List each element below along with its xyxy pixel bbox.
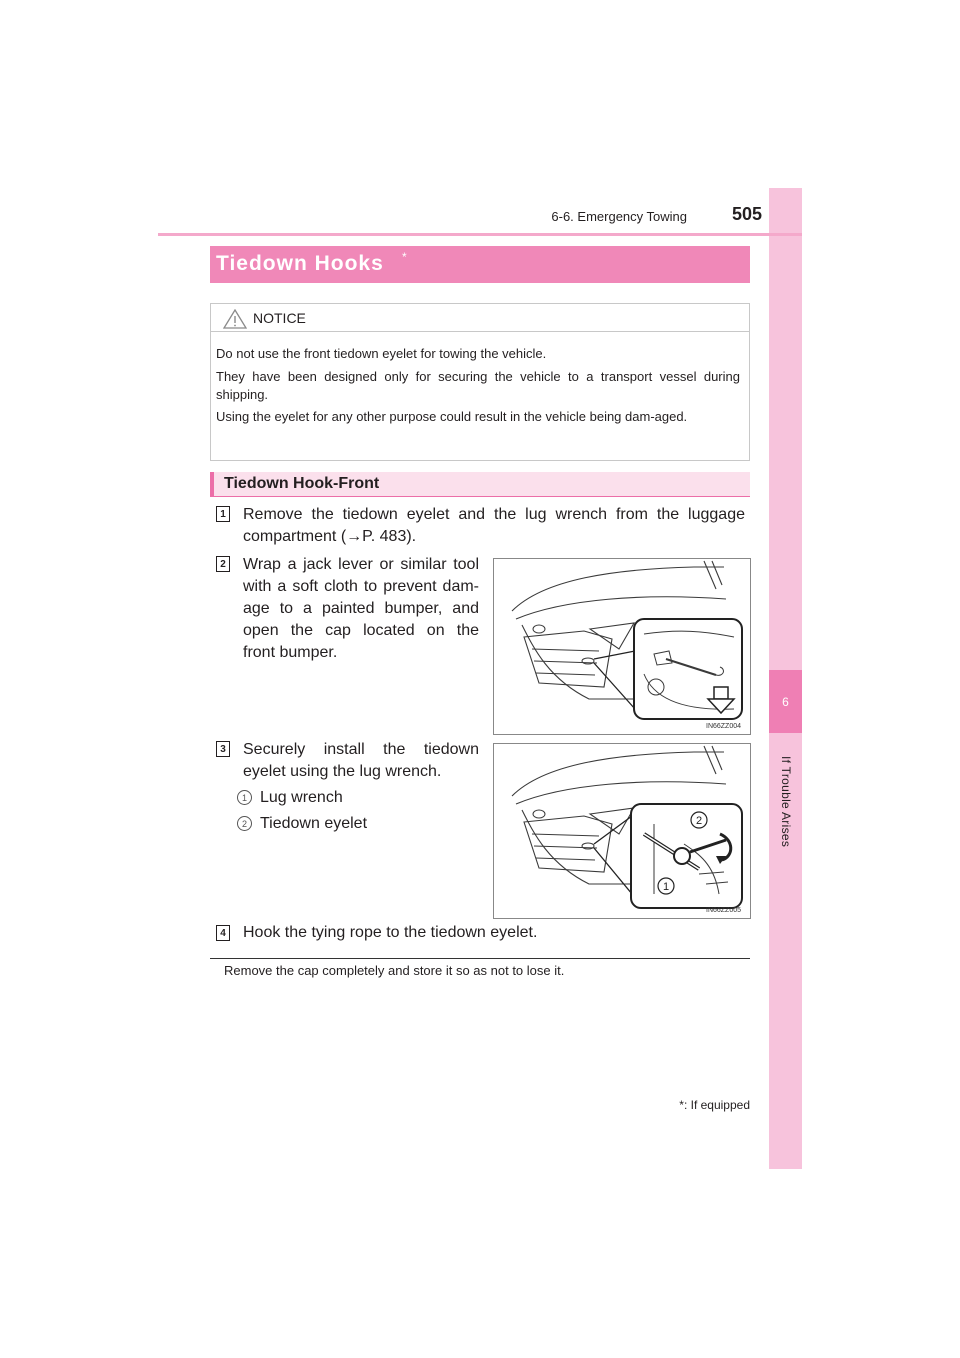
step-number-2: 2: [216, 556, 230, 572]
chapter-number: 6: [769, 670, 802, 733]
figure-code: IN66ZZ005: [706, 907, 742, 914]
note-rule: [210, 958, 750, 959]
step-2-line-4: open the cap located on the: [243, 622, 479, 639]
step-number-3: 3: [216, 741, 230, 757]
if-equipped-marker: *: [402, 250, 407, 264]
step-3-line-2: eyelet using the lug wrench.: [243, 763, 442, 780]
figure-open-cap: [493, 558, 751, 735]
notice-line: Do not use the front tiedown eyelet for towing the vehicle.: [216, 346, 547, 361]
figure-install-eyelet: [493, 743, 751, 919]
footnote: [662, 1098, 750, 1112]
bottom-note: Remove the cap completely and store it so as not to lose it.: [224, 963, 565, 978]
step-number-4: 4: [216, 925, 230, 941]
footnote-star: *: [679, 1098, 684, 1112]
legend-callout-2: 2: [237, 816, 252, 831]
subsection-title: Tiedown Hook-Front: [224, 475, 380, 492]
step-1-line-1: Remove the tiedown eyelet and the lug wrench from the luggage: [243, 506, 745, 523]
header-rule: [158, 233, 802, 236]
notice-divider: [211, 331, 749, 332]
notice-label: NOTICE: [253, 310, 306, 326]
step-3-line-1: Securely install the tiedown: [243, 741, 479, 758]
step-2-line-5: front bumper.: [243, 644, 338, 661]
subsection-underline: [210, 496, 750, 497]
legend-label-1: Lug wrench: [260, 789, 343, 806]
figure-code: IN66ZZ004: [706, 723, 742, 730]
car-front-illustration: [494, 559, 750, 734]
figure-callout-2: 2: [695, 815, 703, 827]
footnote-text: : If equipped: [683, 1098, 750, 1112]
step-2-line-3: age to a painted bumper, and: [243, 600, 479, 617]
page-number: 505: [731, 204, 762, 224]
page-title: Tiedown Hooks: [216, 252, 384, 275]
step-number-1: 1: [216, 506, 230, 522]
step-2-line-2: with a soft cloth to prevent dam-: [243, 578, 479, 595]
step-1-line-2: compartment (→P. 483).: [243, 528, 417, 545]
warning-triangle-icon: [223, 309, 247, 329]
step-2-line-1: Wrap a jack lever or similar tool: [243, 556, 479, 573]
car-front-wrench-illustration: [494, 744, 750, 918]
figure-callout-1: 1: [662, 881, 670, 893]
subsection-accent: [210, 472, 214, 496]
section-reference: 6-6. Emergency Towing: [551, 209, 687, 224]
chapter-title: [770, 742, 802, 862]
legend-label-2: Tiedown eyelet: [260, 815, 368, 832]
chapter-title-text: If Trouble Arises: [779, 756, 793, 848]
legend-callout-1: 1: [237, 790, 252, 805]
notice-line: Using the eyelet for any other purpose could result in the vehicle being dam-aged.: [216, 409, 688, 424]
step-4-line-1: Hook the tying rope to the tiedown eyelet.: [243, 924, 538, 941]
notice-line: They have been designed only for securing the vehicle to a transport vessel during shipping.: [216, 369, 740, 402]
